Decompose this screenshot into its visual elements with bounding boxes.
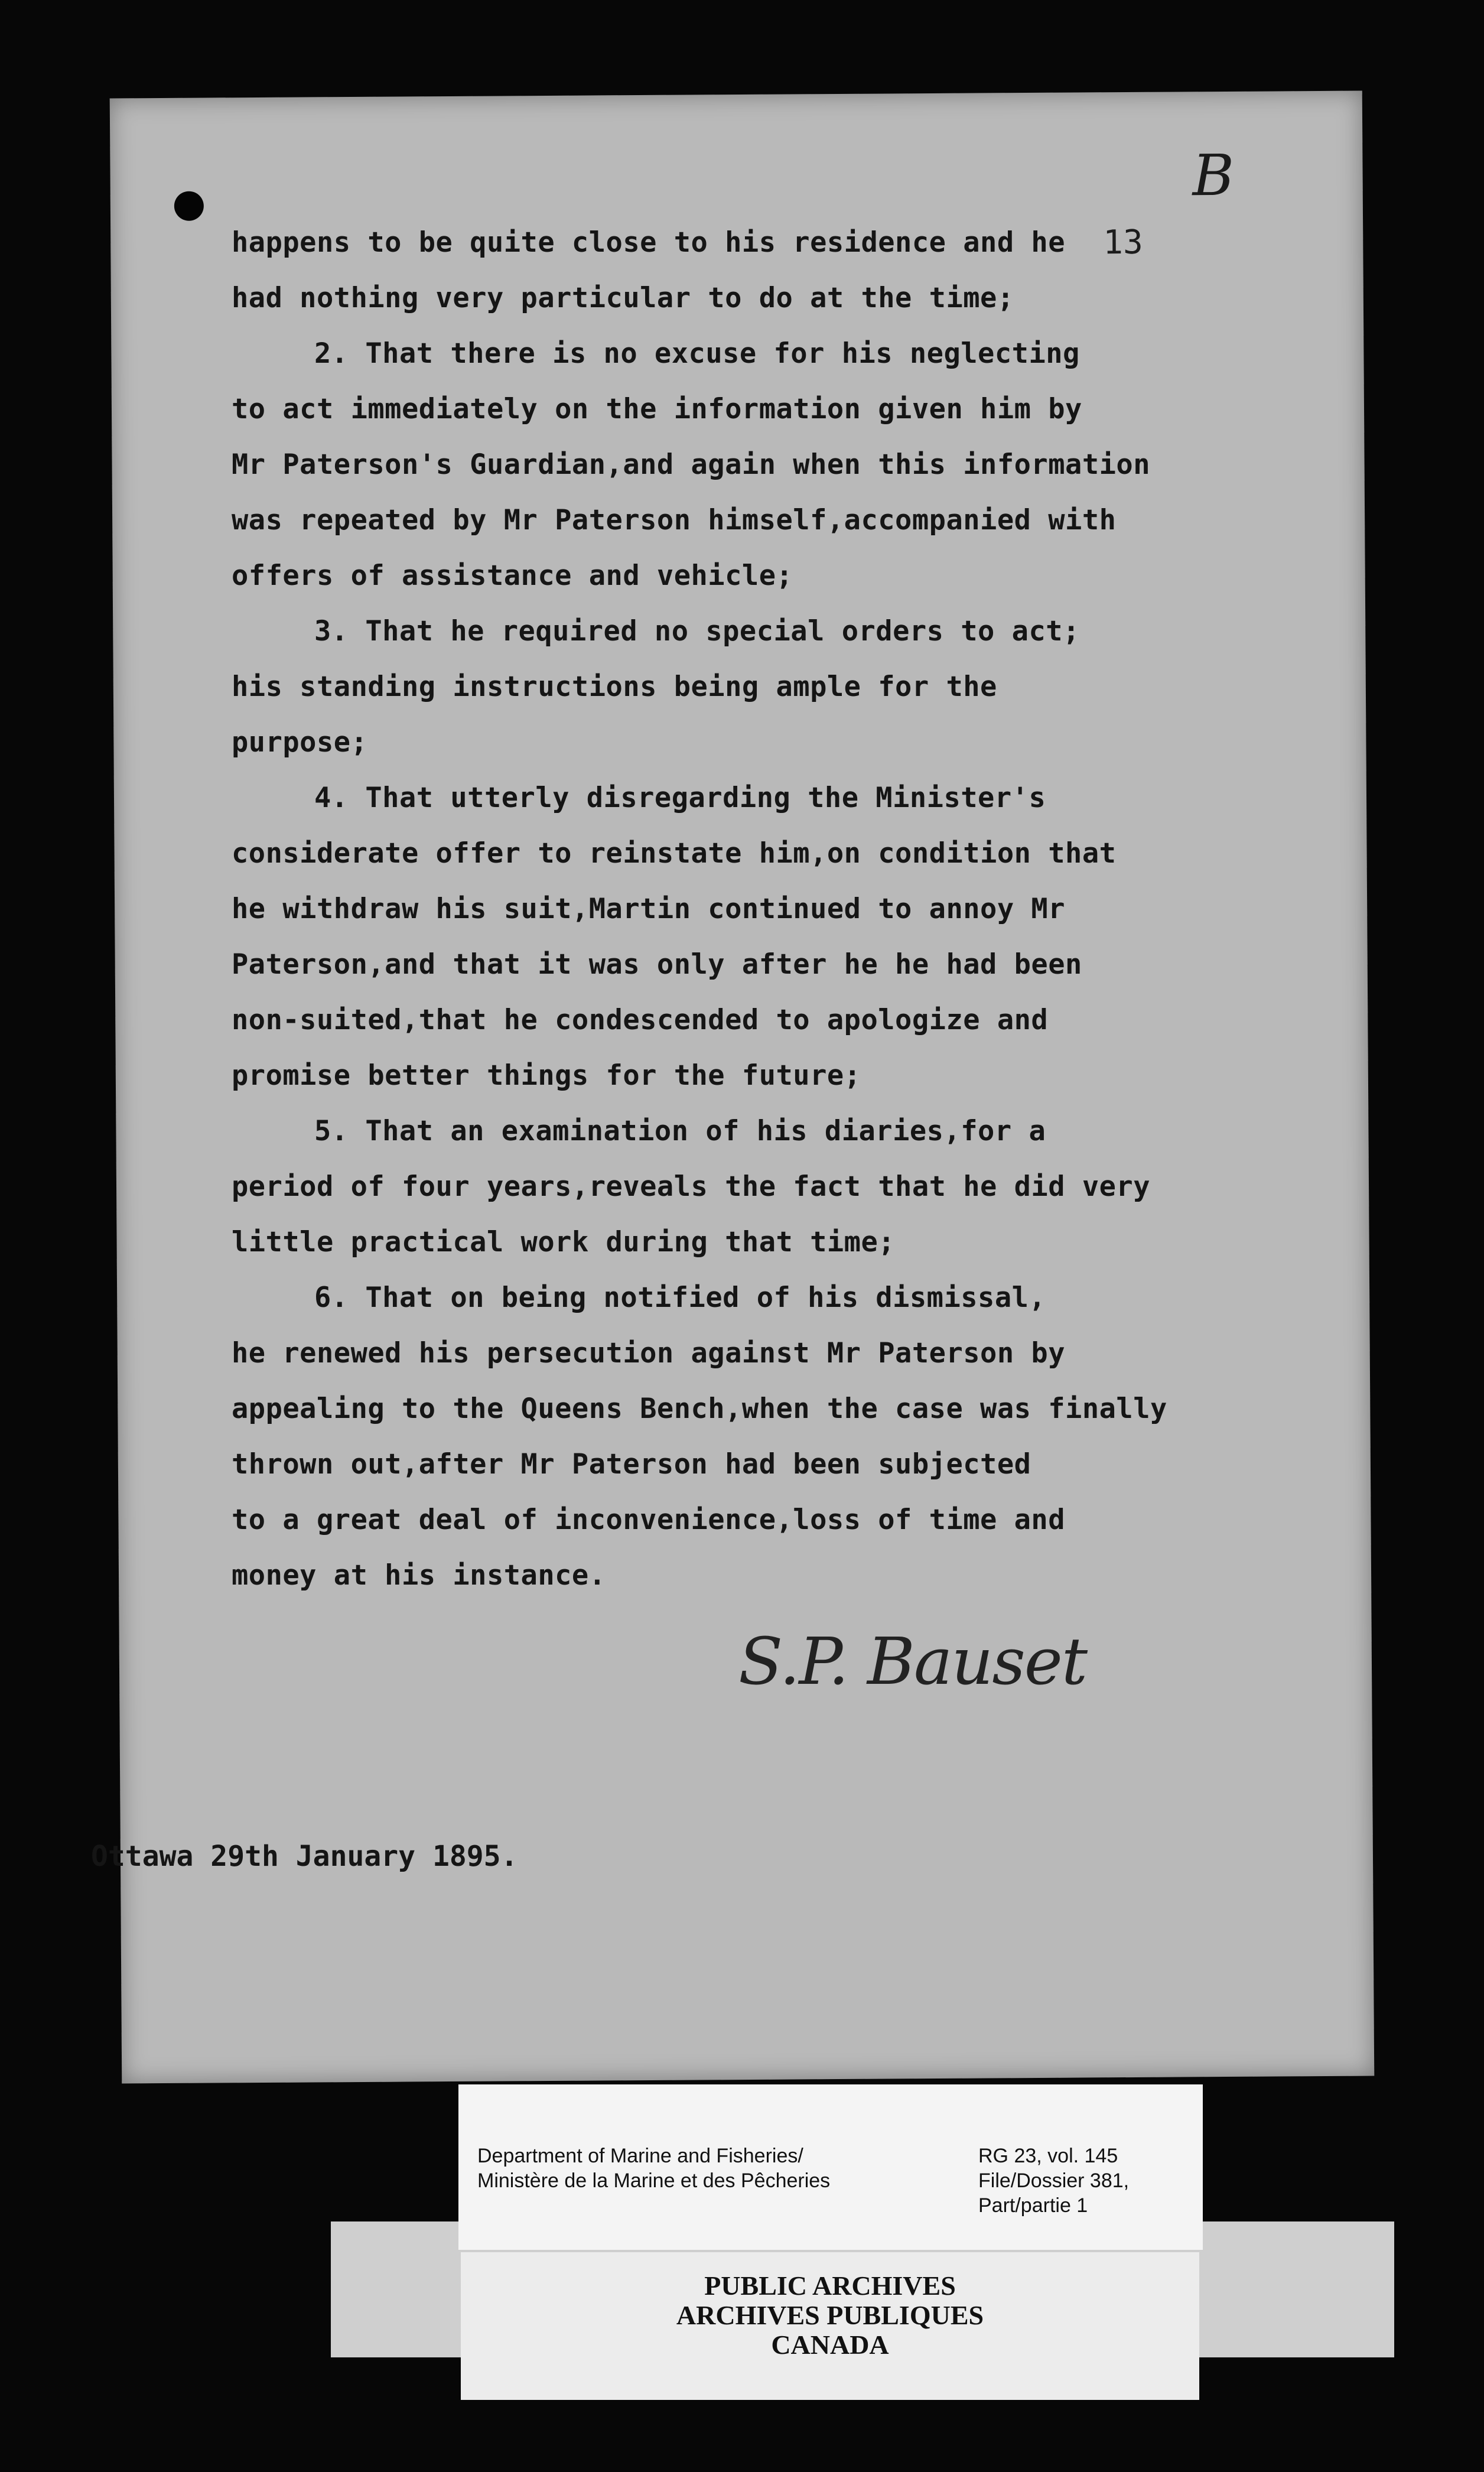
- stamp-line: PUBLIC ARCHIVES: [704, 2271, 956, 2301]
- archive-mark: B: [1192, 142, 1235, 209]
- body-line: was repeated by Mr Paterson himself,accompanied with: [232, 504, 1117, 536]
- body-line: had nothing very particular to do at the time;: [232, 282, 1014, 314]
- stamp-line: CANADA: [771, 2330, 889, 2360]
- body-line: offers of assistance and vehicle;: [232, 560, 793, 592]
- label-reference: [978, 2144, 1129, 2218]
- body-line: thrown out,after Mr Paterson had been subjected: [232, 1448, 1031, 1481]
- body-line: 4. That utterly disregarding the Minister's: [314, 782, 1046, 814]
- dateline: Ottawa 29th January 1895.: [91, 1840, 518, 1873]
- body-line: he withdraw his suit,Martin continued to annoy Mr: [232, 893, 1066, 925]
- body-line: happens to be quite close to his residence and he: [232, 226, 1066, 259]
- page-number: 13: [1103, 223, 1143, 262]
- reference: RG 23, vol. 145: [978, 2145, 1118, 2167]
- file-dossier: File/Dossier 381,: [978, 2169, 1130, 2192]
- body-line: money at his instance.: [232, 1559, 606, 1592]
- body-line: he renewed his persecution against Mr Paterson by: [232, 1337, 1066, 1370]
- archive-stamp: [461, 2252, 1199, 2400]
- letter-body: [232, 215, 1307, 1603]
- body-line: his standing instructions being ample for the: [232, 671, 997, 703]
- body-line: purpose;: [232, 726, 368, 759]
- body-line: little practical work during that time;: [232, 1226, 896, 1258]
- body-line: to a great deal of inconvenience,loss of time and: [232, 1504, 1066, 1536]
- body-line: non-suited,that he condescended to apologize and: [232, 1004, 1049, 1036]
- body-line: to act immediately on the information given him by: [232, 393, 1082, 425]
- body-line: 3. That he required no special orders to act;: [314, 615, 1080, 648]
- stamp-line: ARCHIVES PUBLIQUES: [676, 2300, 984, 2330]
- signature: S.P. Bauset: [738, 1624, 1087, 1699]
- body-line: period of four years,reveals the fact that he did very: [232, 1170, 1151, 1203]
- label-department: [477, 2144, 830, 2193]
- department-en: Department of Marine and Fisheries/: [477, 2145, 803, 2167]
- part: Part/partie 1: [978, 2194, 1088, 2217]
- body-line: Paterson,and that it was only after he he had been: [232, 948, 1082, 981]
- body-line: appealing to the Queens Bench,when the case was finally: [232, 1393, 1167, 1425]
- archive-label: [458, 2084, 1203, 2250]
- body-line: promise better things for the future;: [232, 1059, 861, 1092]
- body-line: Mr Paterson's Guardian,and again when this information: [232, 448, 1151, 481]
- body-line: 5. That an examination of his diaries,for a: [314, 1115, 1046, 1147]
- department-fr: Ministère de la Marine et des Pêcheries: [477, 2169, 831, 2192]
- punch-hole: [174, 191, 204, 221]
- body-line: 6. That on being notified of his dismissal,: [314, 1281, 1046, 1314]
- body-line: considerate offer to reinstate him,on condition that: [232, 837, 1117, 870]
- body-line: 2. That there is no excuse for his neglecting: [314, 337, 1080, 370]
